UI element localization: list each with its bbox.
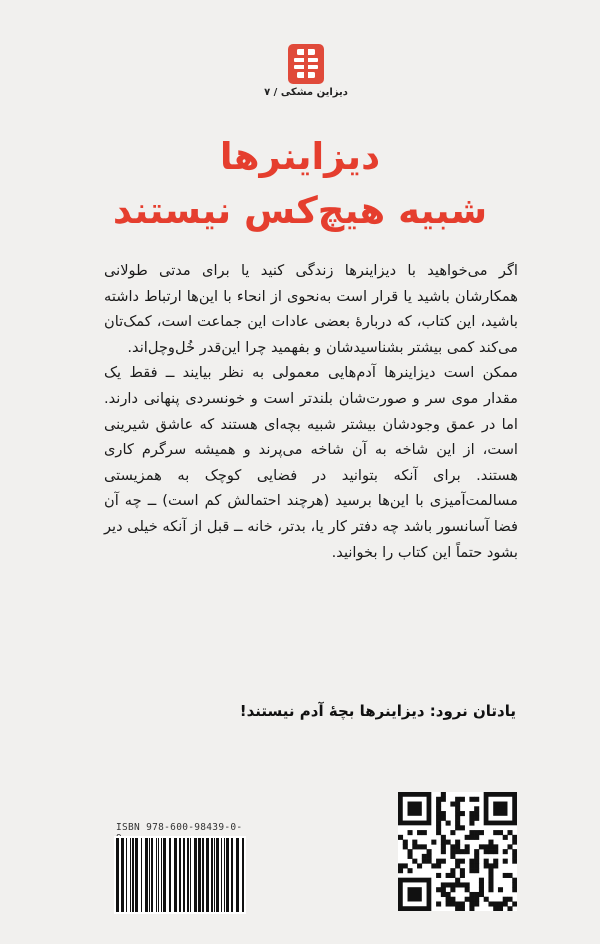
book-title bbox=[40, 130, 560, 238]
title-line-2: شبیه هیچ‌کس نیستند bbox=[112, 189, 488, 232]
title-line-1: دیزاینرها bbox=[219, 135, 381, 178]
barcode bbox=[114, 836, 246, 914]
back-cover-blurb bbox=[104, 258, 518, 565]
barcode-icon bbox=[114, 836, 246, 914]
publisher-logo-icon bbox=[288, 44, 324, 84]
reminder-line: یادتان نرود: دیزاینرها بچهٔ آدم نیستند! bbox=[239, 702, 516, 720]
qr-code bbox=[398, 792, 517, 911]
publisher-logo bbox=[288, 44, 324, 84]
qr-code-icon bbox=[398, 792, 517, 911]
series-label: دیزاین مشکی / ۷ bbox=[264, 87, 348, 98]
blurb-paragraph-2: ممکن است دیزاینرها آدم‌هایی معمولی به نظر بیایند ــ فقط یک مقدار موی سر و صورت‌شان بلندتر است و خونسردی پنهانی دارند. اما در عمق وجودشان بیشتر شبیه بچه‌ای هستند که عاشق شیرینی است، از این شاخه به آن شاخه می‌پرند و همیشه سرگرم کاری هستند. برای آنکه بتوانید در فضایی کوچک به همزیستی مسالمت‌آمیزی با این‌ها برسید (هرچند احتمالش کم است) ــ چه آن فضا آسانسور باشد چه دفتر کار یا، بدتر، خانه ــ قبل از آنکه خیلی دیر بشود حتماً این کتاب را بخوانید. bbox=[104, 364, 518, 561]
blurb-paragraph-1: اگر می‌خواهید با دیزاینرها زندگی کنید یا برای مدتی طولانی همکارشان باشید یا قرار است به‌نحوی از انحاء با این‌ها ارتباط داشته باشید، این کتاب، که دربارهٔ بعضی عادات این جماعت است، کمک‌تان می‌کند کمی بیشتر بشناسیدشان و بفهمید چرا این‌قدر خُل‌وچل‌اند. bbox=[104, 262, 518, 356]
isbn-number: ISBN 978-600-98439-0- bbox=[116, 822, 243, 833]
